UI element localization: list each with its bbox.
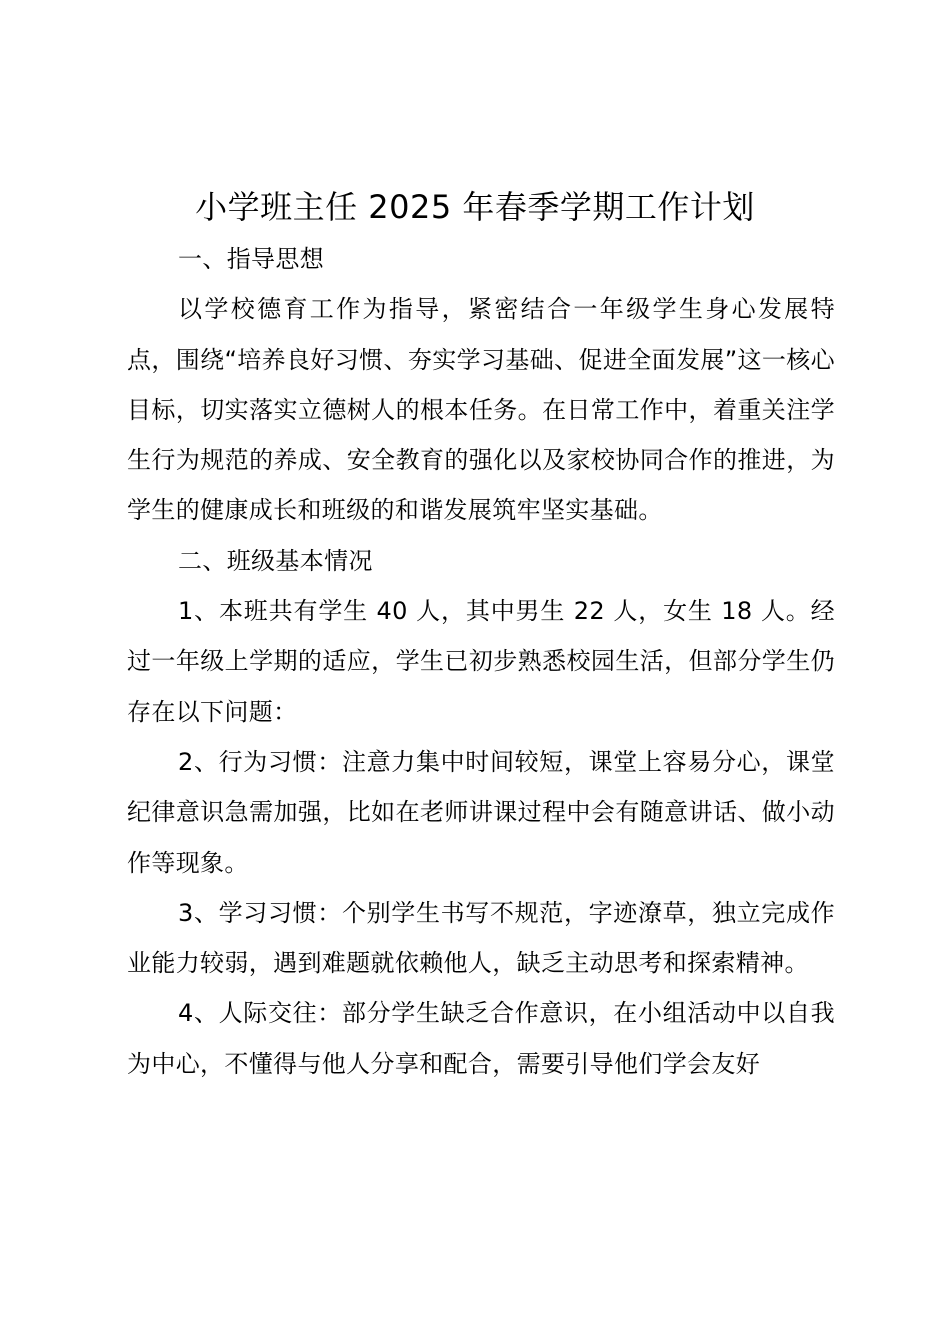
paragraph-item-2: 2、行为习惯：注意力集中时间较短，课堂上容易分心，课堂纪律意识急需加强，比如在老师讲课过程中会有随意讲话、做小动作等现象。: [127, 747, 835, 877]
section-heading-class-situation: 二、班级基本情况: [178, 546, 373, 575]
paragraph-item-3: 3、学习习惯：个别学生书写不规范，字迹潦草，独立完成作业能力较弱，遇到难题就依赖他人，缺乏主动思考和探索精神。: [127, 898, 835, 978]
section-heading-guiding-ideology: 一、指导思想: [178, 245, 325, 273]
document-body: [127, 234, 835, 1089]
paragraph-item-1: 1、本班共有学生 40 人，其中男生 22 人，女生 18 人。经过一年级上学期的适应，学生已初步熟悉校园生活，但部分学生仍存在以下问题：: [127, 597, 835, 726]
paragraph-guiding-ideology: 以学校德育工作为指导，紧密结合一年级学生身心发展特点，围绕“培养良好习惯、夯实学习基础、促进全面发展”这一核心目标，切实落实立德树人的根本任务。在日常工作中，着重关注学生行为规范的养成、安全教育的强化以及家校协同合作的推进，为学生的健康成长和班级的和谐发展筑牢坚实基础。: [127, 295, 835, 525]
document-title: 小学班主任 2025 年春季学期工作计划: [195, 188, 755, 226]
paragraph-item-4: 4、人际交往：部分学生缺乏合作意识，在小组活动中以自我为中心，不懂得与他人分享和配合，需要引导他们学会友好: [127, 999, 835, 1078]
